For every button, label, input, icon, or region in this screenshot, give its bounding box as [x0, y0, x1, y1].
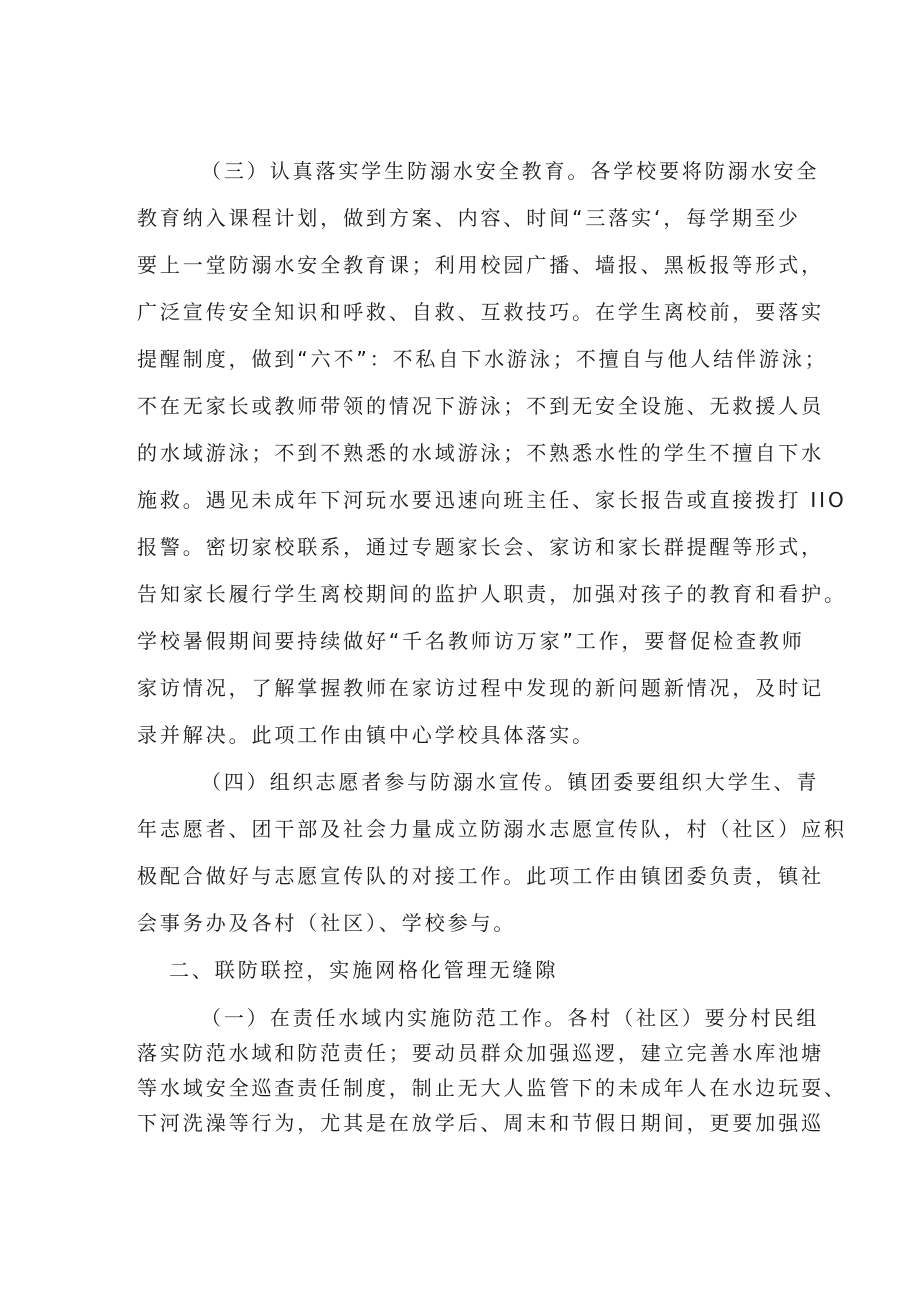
paragraph-line: （四）组织志愿者参与防溺水宣传。镇团委要组织大学生、青 — [201, 770, 820, 794]
paragraph-line: 学校暑假期间要持续做好“千名教师访万家”工作，要督促检查教师 — [137, 629, 805, 653]
paragraph-line: （一）在责任水域内实施防范工作。各村（社区）要分村民组 — [201, 1006, 820, 1030]
paragraph-line: 提醒制度，做到“六不”：不私自下水游泳；不擅自与他人结伴游泳； — [137, 347, 828, 371]
paragraph-line: 等水域安全巡查责任制度，制止无大人监管下的未成年人在水边玩耍、 — [137, 1076, 847, 1100]
paragraph-line: 告知家长履行学生离校期间的监护人职责，加强对孩子的教育和看护。 — [137, 582, 847, 606]
paragraph-line: 落实防范水域和防范责任；要动员群众加强巡逻，建立完善水库池塘 — [137, 1041, 824, 1065]
paragraph-line: 录并解决。此项工作由镇中心学校具体落实。 — [137, 723, 595, 747]
section-heading: 二、联防联控，实施网格化管理无缝隙 — [169, 958, 559, 982]
paragraph-line: 的水域游泳；不到不熟悉的水域游泳；不熟悉水性的学生不擅自下水 — [137, 441, 824, 465]
paragraph-line: 会事务办及各村（社区）、学校参与。 — [137, 911, 517, 935]
paragraph-line: （三）认真落实学生防溺水安全教育。各学校要将防溺水安全 — [201, 159, 820, 183]
paragraph-line: 施救。遇见未成年下河玩水要迅速向班主任、家长报告或直接拨打 IIO — [137, 488, 847, 512]
paragraph-line: 年志愿者、团干部及社会力量成立防溺水志愿宣传队，村（社区）应积 — [137, 817, 847, 841]
paragraph-line: 要上一堂防溺水安全教育课；利用校园广播、墙报、黑板报等形式， — [137, 253, 824, 277]
paragraph-line: 广泛宣传安全知识和呼救、自救、互救技巧。在学生离校前，要落实 — [137, 300, 824, 324]
paragraph-line: 家访情况，了解掌握教师在家访过程中发现的新问题新情况，及时记 — [137, 676, 824, 700]
paragraph-line: 教育纳入课程计划，做到方案、内容、时间“三落实‘，每学期至少 — [137, 206, 801, 230]
paragraph-line: 下河洗澡等行为，尤其是在放学后、周末和节假日期间，更要加强巡 — [137, 1111, 824, 1135]
paragraph-line: 报警。密切家校联系，通过专题家长会、家访和家长群提醒等形式， — [137, 535, 824, 559]
paragraph-line: 不在无家长或教师带领的情况下游泳；不到无安全设施、无救援人员 — [137, 394, 824, 418]
paragraph-line: 极配合做好与志愿宣传队的对接工作。此项工作由镇团委负责，镇社 — [137, 864, 824, 888]
